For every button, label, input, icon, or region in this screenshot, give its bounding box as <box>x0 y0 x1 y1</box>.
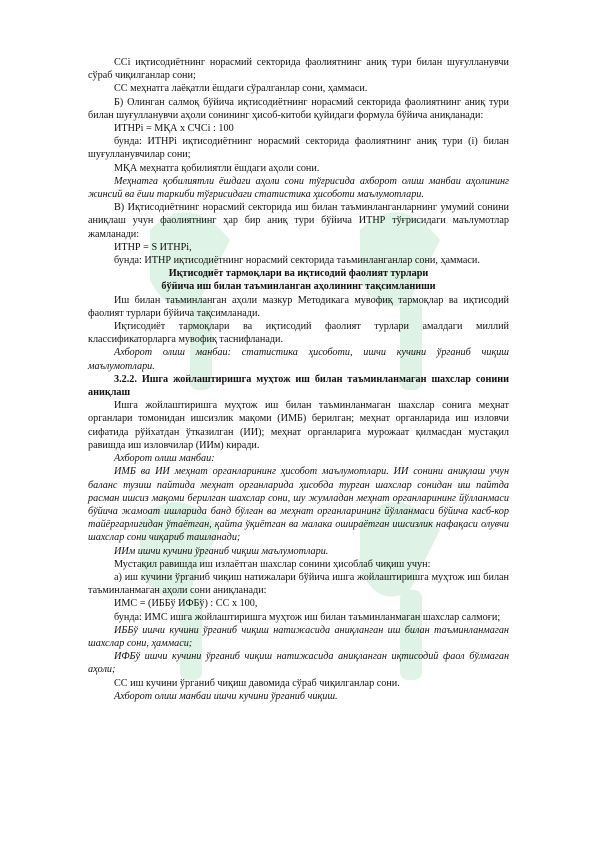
paragraph: ССі иқтисодиётнинг норасмий секторида фаолиятнинг аниқ тури билан шуғулланувчи сўраб чиқилганлар сони; <box>88 57 509 82</box>
document-body <box>88 56 509 703</box>
paragraph: Б) Олинган салмоқ бўйича иқтисодиётнинг норасмий секторида фаолиятнинг аниқ тури билан шуғулланувчи аҳоли сонининг ҳисоб-китоби қуйидаги формула бўйича аниқланади: <box>88 96 509 121</box>
source-note: Меҳнатга қобилиятли ёшдаги аҳоли сони тўғрисида ахборот олиш манбаи аҳолининг жинсий ва ёши таркиби тўғрисидаги статистика ҳисоботи маълумотлари. <box>88 175 509 201</box>
paragraph: СС иш кучини ўрганиб чиқиш давомида сўраб чиқилганлар сони. <box>114 677 400 689</box>
source-note: Ахборот олиш манбаи: <box>114 453 215 465</box>
paragraph: Мустақил равишда иш излаётган шахслар сонини ҳисоблаб чиқиш учун: <box>114 558 431 570</box>
paragraph: МҚА меҳнатга қобилиятли ёшдаги аҳоли сони. <box>114 162 320 174</box>
source-note: ИМБ ва ИИ меҳнат органларининг ҳисобот маълумотлари. ИИ сонини аниқлаш учун баланс тузиш пайтида меҳнат органларида ҳисобда турган шахслар сонидан иш пайтда расман ишсиз мақоми берилган шахслар сони, шу жумладан меҳнат органларининг йўлланмаси бўйича жамоат ишларида банд бўлган ва меҳнат органларининг йўлланмаси бўйича касб-кор тайёргарлигидан ўтаётган, қайта ўқиётган ва малака оширaётган ишсизлик нафақаси олувчи шахслар сони чиқариб ташланади; <box>88 466 509 544</box>
paragraph: бунда: ИТНРі иқтисодиётнинг норасмий секторида фаолиятнинг аниқ тури (і) билан шуғулланувчилар сони; <box>88 136 509 161</box>
paragraph: Иқтисодиёт тармоқлари ва иқтисодий фаолият турлари амалдаги миллий классификаторларга мувофиқ таснифланади. <box>88 321 509 346</box>
formula: ИТНР = S ИТНРі, <box>114 241 192 253</box>
definition: ИФБў ишчи кучини ўрганиб чиқиш натижасида аниқланган иқтисодий фаол бўлмаган аҳоли; <box>88 651 509 676</box>
paragraph: бунда: ИТНР иқтисодиётнинг норасмий секторида таъминланганлар сони, ҳаммаси. <box>114 255 480 267</box>
subsection-heading: 3.2.2. Ишга жойлаштиришга муҳтож иш билан таъминланмаган шахслар сонини аниқлаш <box>88 373 509 399</box>
section-heading: Иқтисодиёт тармоқлари ва иқтисодий фаолият турлари <box>168 268 429 280</box>
document-page <box>88 56 509 703</box>
source-note: Ахборот олиш манбаи: статистика ҳисоботи, ишчи кучини ўрганиб чиқиш маълумотлари. <box>88 347 509 372</box>
section-heading: бўйича иш билан таъминланган аҳолининг тақсимланиши <box>161 281 436 293</box>
source-note: Ахборот олиш манбаи ишчи кучини ўрганиб чиқиш. <box>114 690 338 702</box>
definition: ИББў ишчи кучини ўрганиб чиқиш натижасида аниқланган иш билан таъминланмаган шахслар сони, ҳаммаси; <box>88 624 509 649</box>
paragraph: Ишга жойлаштиришга муҳтож иш билан таъминланмаган шахслар сонига меҳнат органлари томонидан ишсизлик мақоми (ИМБ) берилган; меҳнат органларида иш изловчи сифатида рўйхатдан ўтказилган (ИИ); меҳнат органларига мурожаат қилмасдан мустақил равишда иш изловчилар (ИИм) киради. <box>88 400 509 451</box>
formula: ИТНРі = МҚА х СЧСі : 100 <box>114 123 234 135</box>
paragraph: Иш билан таъминланган аҳоли мазкур Методикага мувофиқ тармоқлар ва иқтисодий фаолият турлари бўйича тақсимланади. <box>88 294 509 319</box>
paragraph: бунда: ИМС ишга жойлаштиришга муҳтож иш билан таъминланмаган шахслар салмоғи; <box>114 611 501 623</box>
paragraph: СС меҳнатга лаёқатли ёшдаги сўралганлар сони, ҳаммаси. <box>114 83 368 95</box>
paragraph: а) иш кучини ўрганиб чиқиш натижалари бўйича ишга жойлаштиришга муҳтож иш билан таъминланмаган аҳоли сони аниқланади: <box>88 571 509 597</box>
paragraph: В) Иқтисодиётнинг норасмий секторида иш билан таъминланганларнинг умумий сонини аниқлаш учун фаолиятнинг ҳар бир аниқ тури бўйича ИТНР тўғрисидаги маълумотлар жамланади: <box>88 202 509 240</box>
source-note: ИИм ишчи кучини ўрганиб чиқиш маълумотлари. <box>114 545 329 557</box>
formula: ИМС = (ИББў ИФБў) : СС х 100, <box>114 598 258 610</box>
